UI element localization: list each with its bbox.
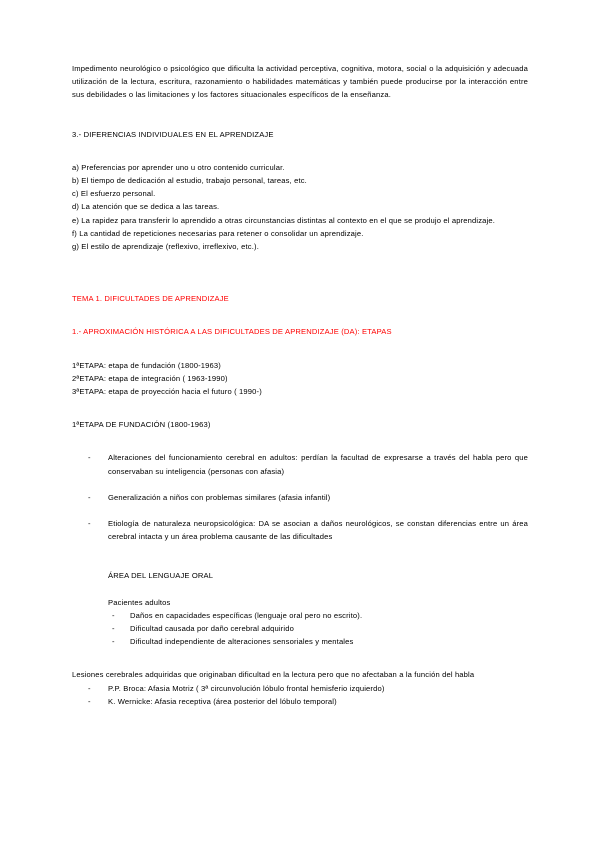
list-item: a) Preferencias por aprender uno u otro contenido curricular. <box>72 162 285 172</box>
dash-bullet: - <box>88 453 91 463</box>
list-item <box>108 622 528 635</box>
list-item <box>108 635 528 648</box>
area-lenguaje-title: ÁREA DEL LENGUAJE ORAL <box>108 571 214 581</box>
spacer <box>72 141 528 161</box>
area-lenguaje-block <box>72 569 528 648</box>
spacer <box>72 253 528 279</box>
dash-bullet: - <box>88 519 91 529</box>
etapa-fundacion-list <box>72 451 528 543</box>
area-lenguaje-note: Pacientes adultos <box>108 597 171 607</box>
list-item-text: Daños en capacidades específicas (lenguaje oral pero no escrito). <box>130 610 363 620</box>
closing-paragraph: Lesiones cerebrales adquiridas que originaban dificultad en la lectura pero que no afectaban a la función del habla <box>72 670 475 680</box>
spacer <box>72 279 528 292</box>
intro-paragraph: Impedimento neurológico o psicológico que dificulta la actividad perceptiva, cognitiva, motora, social o la adquisición y adecuada utilización de la lectura, escritura, razonamiento o habilidades matemáticas y también puede producirse por la interacción entre sus debilidades o las limitaciones y los factores situacionales específicos de la enseñanza. <box>72 64 528 100</box>
list-item: d) La atención que se dedica a las tareas. <box>72 202 220 212</box>
spacer <box>72 431 528 451</box>
spacer <box>72 556 528 569</box>
spacer <box>72 305 528 325</box>
list-item: c) El esfuerzo personal. <box>72 189 156 199</box>
list-item <box>72 517 528 543</box>
section-3-heading: 3.- DIFERENCIAS INDIVIDUALES EN EL APRENDIZAJE <box>72 129 274 139</box>
list-item: e) La rapidez para transferir lo aprendido a otras circunstancias distintas al contexto en el que se produjo el aprendizaje. <box>72 215 495 225</box>
list-item-text: P.P. Broca: Afasia Motriz ( 3ª circunvolución lóbulo frontal hemisferio izquierdo) <box>108 683 385 693</box>
list-item: 3ªETAPA: etapa de proyección hacia el futuro ( 1990-) <box>72 387 262 397</box>
etapa-fundacion-title: 1ªETAPA DE FUNDACIÓN (1800-1963) <box>72 420 211 430</box>
list-item <box>72 695 528 708</box>
list-item: f) La cantidad de repeticiones necesarias para retener o consolidar un aprendizaje. <box>72 228 364 238</box>
list-item-text: Alteraciones del funcionamiento cerebral en adultos: perdían la facultad de expresarse a través del habla pero que conservaban su inteligencia (personas con afasia) <box>108 453 528 476</box>
list-item: g) El estilo de aprendizaje (reflexivo, irreflexivo, etc.). <box>72 242 259 252</box>
closing-list <box>72 682 528 708</box>
list-item <box>72 491 528 504</box>
list-item-text: Generalización a niños con problemas similares (afasia infantil) <box>108 492 331 502</box>
tema-heading: TEMA 1. DIFICULTADES DE APRENDIZAJE <box>72 294 229 304</box>
etapas-list <box>72 359 528 399</box>
list-item <box>72 682 528 695</box>
dash-bullet: - <box>88 683 91 693</box>
dash-bullet: - <box>88 492 91 502</box>
section-3-list <box>72 161 528 253</box>
list-item-text: K. Wernicke: Afasia receptiva (área posterior del lóbulo temporal) <box>108 696 337 706</box>
section-1-heading: 1.- APROXIMACIÓN HISTÓRICA A LAS DIFICULTADES DE APRENDIZAJE (DA): ETAPAS <box>72 327 392 337</box>
list-item-text: Dificultad independiente de alteraciones sensoriales y mentales <box>130 637 354 647</box>
spacer <box>72 102 528 128</box>
spacer <box>108 583 528 596</box>
list-item <box>72 451 528 477</box>
spacer <box>72 398 528 418</box>
list-item <box>108 609 528 622</box>
list-item: b) El tiempo de dedicación al estudio, trabajo personal, tareas, etc. <box>72 176 307 186</box>
dash-bullet: - <box>88 696 91 706</box>
spacer <box>72 648 528 668</box>
list-item: 1ªETAPA: etapa de fundación (1800-1963) <box>72 360 221 370</box>
list-item: 2ªETAPA: etapa de integración ( 1963-1990) <box>72 373 228 383</box>
spacer <box>72 339 528 359</box>
dash-bullet: - <box>112 624 115 634</box>
list-item-text: Dificultad causada por daño cerebral adquirido <box>130 624 294 634</box>
dash-bullet: - <box>112 637 115 647</box>
dash-bullet: - <box>112 610 115 620</box>
list-item-text: Etiología de naturaleza neuropsicológica: DA se asocian a daños neurológicos, se constan diferencias entre un área cerebral intacta y un área problema causante de las dificultades <box>108 519 528 542</box>
